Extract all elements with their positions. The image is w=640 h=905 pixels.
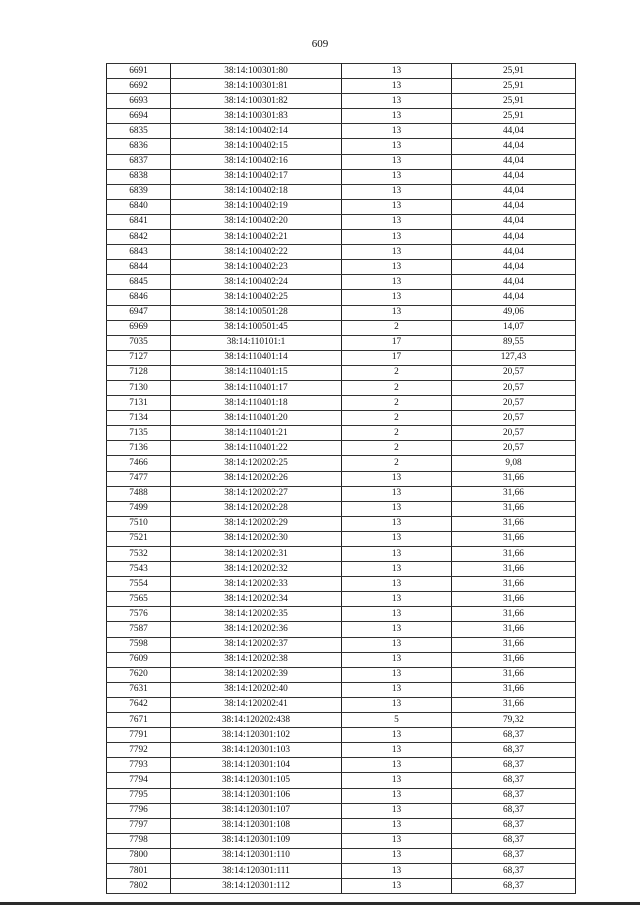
category-cell: 13 <box>342 818 452 833</box>
table-row <box>107 380 576 395</box>
category-cell: 13 <box>342 547 452 562</box>
cadastral-number-cell: 38:14:120202:25 <box>171 456 342 471</box>
cadastral-number-cell: 38:14:110101:1 <box>171 335 342 350</box>
table-row <box>107 592 576 607</box>
value-cell: 44,04 <box>452 290 576 305</box>
table-row <box>107 577 576 592</box>
cadastral-number-cell: 38:14:100402:18 <box>171 184 342 199</box>
category-cell: 13 <box>342 184 452 199</box>
value-cell: 68,37 <box>452 818 576 833</box>
row-id-cell: 7466 <box>107 456 171 471</box>
value-cell: 9,08 <box>452 456 576 471</box>
value-cell: 31,66 <box>452 697 576 712</box>
value-cell: 68,37 <box>452 803 576 818</box>
value-cell: 31,66 <box>452 531 576 546</box>
value-cell: 44,04 <box>452 169 576 184</box>
table-body <box>107 64 576 894</box>
row-id-cell: 7488 <box>107 486 171 501</box>
cadastral-number-cell: 38:14:110401:14 <box>171 350 342 365</box>
value-cell: 44,04 <box>452 139 576 154</box>
row-id-cell: 7792 <box>107 743 171 758</box>
category-cell: 13 <box>342 139 452 154</box>
category-cell: 13 <box>342 531 452 546</box>
row-id-cell: 7127 <box>107 350 171 365</box>
table-row <box>107 818 576 833</box>
table-row <box>107 682 576 697</box>
table-row <box>107 713 576 728</box>
row-id-cell: 7796 <box>107 803 171 818</box>
table-row <box>107 275 576 290</box>
row-id-cell: 7576 <box>107 607 171 622</box>
cadastral-table <box>106 63 576 894</box>
category-cell: 13 <box>342 667 452 682</box>
cadastral-number-cell: 38:14:120202:33 <box>171 577 342 592</box>
value-cell: 49,06 <box>452 305 576 320</box>
table-row <box>107 64 576 79</box>
value-cell: 31,66 <box>452 516 576 531</box>
cadastral-number-cell: 38:14:100402:14 <box>171 124 342 139</box>
cadastral-number-cell: 38:14:120202:28 <box>171 501 342 516</box>
cadastral-number-cell: 38:14:120202:36 <box>171 622 342 637</box>
table-row <box>107 486 576 501</box>
table-row <box>107 260 576 275</box>
table-row <box>107 728 576 743</box>
category-cell: 13 <box>342 592 452 607</box>
row-id-cell: 7136 <box>107 441 171 456</box>
category-cell: 13 <box>342 516 452 531</box>
table-row <box>107 184 576 199</box>
cadastral-number-cell: 38:14:120301:107 <box>171 803 342 818</box>
cadastral-number-cell: 38:14:100402:20 <box>171 214 342 229</box>
table-row <box>107 169 576 184</box>
row-id-cell: 6947 <box>107 305 171 320</box>
row-id-cell: 7791 <box>107 728 171 743</box>
cadastral-number-cell: 38:14:120202:39 <box>171 667 342 682</box>
category-cell: 13 <box>342 833 452 848</box>
category-cell: 13 <box>342 697 452 712</box>
row-id-cell: 7499 <box>107 501 171 516</box>
cadastral-number-cell: 38:14:120301:105 <box>171 773 342 788</box>
category-cell: 2 <box>342 426 452 441</box>
table-row <box>107 531 576 546</box>
row-id-cell: 6840 <box>107 199 171 214</box>
category-cell: 13 <box>342 501 452 516</box>
cadastral-number-cell: 38:14:120301:109 <box>171 833 342 848</box>
row-id-cell: 7802 <box>107 879 171 894</box>
cadastral-number-cell: 38:14:110401:17 <box>171 380 342 395</box>
row-id-cell: 7794 <box>107 773 171 788</box>
row-id-cell: 6969 <box>107 320 171 335</box>
category-cell: 13 <box>342 758 452 773</box>
category-cell: 13 <box>342 199 452 214</box>
row-id-cell: 6846 <box>107 290 171 305</box>
table-row <box>107 124 576 139</box>
row-id-cell: 7128 <box>107 365 171 380</box>
row-id-cell: 6843 <box>107 245 171 260</box>
cadastral-number-cell: 38:14:120301:111 <box>171 863 342 878</box>
table-row <box>107 863 576 878</box>
cadastral-number-cell: 38:14:120202:31 <box>171 547 342 562</box>
table-row <box>107 335 576 350</box>
category-cell: 13 <box>342 682 452 697</box>
cadastral-number-cell: 38:14:100402:16 <box>171 154 342 169</box>
table-row <box>107 516 576 531</box>
cadastral-number-cell: 38:14:110401:15 <box>171 365 342 380</box>
category-cell: 2 <box>342 396 452 411</box>
row-id-cell: 6845 <box>107 275 171 290</box>
value-cell: 31,66 <box>452 547 576 562</box>
value-cell: 44,04 <box>452 154 576 169</box>
table-row <box>107 139 576 154</box>
table-row <box>107 109 576 124</box>
value-cell: 44,04 <box>452 245 576 260</box>
value-cell: 31,66 <box>452 652 576 667</box>
table-row <box>107 667 576 682</box>
row-id-cell: 6837 <box>107 154 171 169</box>
category-cell: 13 <box>342 743 452 758</box>
table-row <box>107 154 576 169</box>
cadastral-number-cell: 38:14:100301:82 <box>171 94 342 109</box>
value-cell: 25,91 <box>452 79 576 94</box>
category-cell: 13 <box>342 305 452 320</box>
value-cell: 31,66 <box>452 682 576 697</box>
category-cell: 13 <box>342 124 452 139</box>
category-cell: 13 <box>342 169 452 184</box>
category-cell: 13 <box>342 109 452 124</box>
cadastral-number-cell: 38:14:100301:83 <box>171 109 342 124</box>
row-id-cell: 7620 <box>107 667 171 682</box>
value-cell: 25,91 <box>452 109 576 124</box>
table-row <box>107 396 576 411</box>
value-cell: 31,66 <box>452 607 576 622</box>
value-cell: 68,37 <box>452 848 576 863</box>
table-row <box>107 350 576 365</box>
value-cell: 44,04 <box>452 214 576 229</box>
table-row <box>107 471 576 486</box>
table-row <box>107 803 576 818</box>
table-row <box>107 501 576 516</box>
row-id-cell: 7795 <box>107 788 171 803</box>
cadastral-number-cell: 38:14:120202:438 <box>171 713 342 728</box>
cadastral-number-cell: 38:14:110401:21 <box>171 426 342 441</box>
value-cell: 89,55 <box>452 335 576 350</box>
table-row <box>107 637 576 652</box>
cadastral-number-cell: 38:14:100402:22 <box>171 245 342 260</box>
cadastral-number-cell: 38:14:120202:26 <box>171 471 342 486</box>
row-id-cell: 7798 <box>107 833 171 848</box>
row-id-cell: 6694 <box>107 109 171 124</box>
page-number: 609 <box>311 38 329 50</box>
category-cell: 13 <box>342 94 452 109</box>
cadastral-number-cell: 38:14:110401:22 <box>171 441 342 456</box>
value-cell: 14,07 <box>452 320 576 335</box>
table-row <box>107 230 576 245</box>
cadastral-number-cell: 38:14:100402:25 <box>171 290 342 305</box>
row-id-cell: 6838 <box>107 169 171 184</box>
category-cell: 13 <box>342 788 452 803</box>
row-id-cell: 7797 <box>107 818 171 833</box>
value-cell: 31,66 <box>452 486 576 501</box>
cadastral-number-cell: 38:14:120202:38 <box>171 652 342 667</box>
value-cell: 20,57 <box>452 380 576 395</box>
row-id-cell: 7631 <box>107 682 171 697</box>
table-row <box>107 365 576 380</box>
value-cell: 68,37 <box>452 743 576 758</box>
table-row <box>107 743 576 758</box>
value-cell: 68,37 <box>452 788 576 803</box>
row-id-cell: 7565 <box>107 592 171 607</box>
value-cell: 20,57 <box>452 396 576 411</box>
row-id-cell: 6693 <box>107 94 171 109</box>
category-cell: 2 <box>342 320 452 335</box>
table-row <box>107 652 576 667</box>
value-cell: 31,66 <box>452 501 576 516</box>
category-cell: 13 <box>342 260 452 275</box>
row-id-cell: 7793 <box>107 758 171 773</box>
row-id-cell: 6692 <box>107 79 171 94</box>
table-row <box>107 697 576 712</box>
category-cell: 13 <box>342 773 452 788</box>
category-cell: 13 <box>342 230 452 245</box>
category-cell: 13 <box>342 562 452 577</box>
category-cell: 2 <box>342 380 452 395</box>
cadastral-number-cell: 38:14:120301:110 <box>171 848 342 863</box>
value-cell: 20,57 <box>452 441 576 456</box>
cadastral-number-cell: 38:14:120202:40 <box>171 682 342 697</box>
category-cell: 5 <box>342 713 452 728</box>
cadastral-number-cell: 38:14:120202:30 <box>171 531 342 546</box>
cadastral-number-cell: 38:14:120202:32 <box>171 562 342 577</box>
value-cell: 68,37 <box>452 879 576 894</box>
cadastral-number-cell: 38:14:100402:17 <box>171 169 342 184</box>
row-id-cell: 7477 <box>107 471 171 486</box>
table-row <box>107 788 576 803</box>
table-row <box>107 79 576 94</box>
cadastral-number-cell: 38:14:120202:41 <box>171 697 342 712</box>
cadastral-number-cell: 38:14:120202:29 <box>171 516 342 531</box>
row-id-cell: 7521 <box>107 531 171 546</box>
cadastral-number-cell: 38:14:100501:45 <box>171 320 342 335</box>
table-row <box>107 879 576 894</box>
cadastral-number-cell: 38:14:100402:24 <box>171 275 342 290</box>
category-cell: 13 <box>342 803 452 818</box>
category-cell: 13 <box>342 245 452 260</box>
cadastral-number-cell: 38:14:100402:21 <box>171 230 342 245</box>
value-cell: 20,57 <box>452 365 576 380</box>
value-cell: 44,04 <box>452 260 576 275</box>
value-cell: 127,43 <box>452 350 576 365</box>
value-cell: 31,66 <box>452 562 576 577</box>
category-cell: 2 <box>342 441 452 456</box>
cadastral-number-cell: 38:14:100301:81 <box>171 79 342 94</box>
row-id-cell: 7587 <box>107 622 171 637</box>
category-cell: 13 <box>342 637 452 652</box>
category-cell: 13 <box>342 290 452 305</box>
category-cell: 13 <box>342 879 452 894</box>
row-id-cell: 7609 <box>107 652 171 667</box>
cadastral-number-cell: 38:14:120301:104 <box>171 758 342 773</box>
row-id-cell: 7134 <box>107 411 171 426</box>
row-id-cell: 7131 <box>107 396 171 411</box>
table-row <box>107 758 576 773</box>
value-cell: 68,37 <box>452 863 576 878</box>
table-row <box>107 547 576 562</box>
category-cell: 13 <box>342 622 452 637</box>
table-row <box>107 320 576 335</box>
cadastral-number-cell: 38:14:120301:106 <box>171 788 342 803</box>
table-row <box>107 305 576 320</box>
value-cell: 31,66 <box>452 592 576 607</box>
value-cell: 44,04 <box>452 230 576 245</box>
row-id-cell: 6835 <box>107 124 171 139</box>
table-row <box>107 214 576 229</box>
table-row <box>107 848 576 863</box>
cadastral-number-cell: 38:14:110401:20 <box>171 411 342 426</box>
value-cell: 31,66 <box>452 471 576 486</box>
table-row <box>107 441 576 456</box>
category-cell: 13 <box>342 607 452 622</box>
table-row <box>107 411 576 426</box>
row-id-cell: 7671 <box>107 713 171 728</box>
table-row <box>107 607 576 622</box>
row-id-cell: 7642 <box>107 697 171 712</box>
cadastral-number-cell: 38:14:120301:103 <box>171 743 342 758</box>
value-cell: 44,04 <box>452 184 576 199</box>
cadastral-number-cell: 38:14:100402:15 <box>171 139 342 154</box>
category-cell: 17 <box>342 335 452 350</box>
category-cell: 13 <box>342 79 452 94</box>
cadastral-number-cell: 38:14:100402:19 <box>171 199 342 214</box>
table-row <box>107 426 576 441</box>
row-id-cell: 6691 <box>107 64 171 79</box>
category-cell: 2 <box>342 365 452 380</box>
category-cell: 13 <box>342 577 452 592</box>
value-cell: 44,04 <box>452 275 576 290</box>
value-cell: 68,37 <box>452 758 576 773</box>
row-id-cell: 7801 <box>107 863 171 878</box>
value-cell: 31,66 <box>452 667 576 682</box>
value-cell: 25,91 <box>452 64 576 79</box>
category-cell: 2 <box>342 411 452 426</box>
category-cell: 13 <box>342 486 452 501</box>
value-cell: 20,57 <box>452 426 576 441</box>
table-row <box>107 94 576 109</box>
row-id-cell: 7510 <box>107 516 171 531</box>
cadastral-number-cell: 38:14:110401:18 <box>171 396 342 411</box>
value-cell: 44,04 <box>452 124 576 139</box>
row-id-cell: 7532 <box>107 547 171 562</box>
value-cell: 31,66 <box>452 577 576 592</box>
category-cell: 13 <box>342 728 452 743</box>
value-cell: 79,32 <box>452 713 576 728</box>
value-cell: 44,04 <box>452 199 576 214</box>
table-row <box>107 290 576 305</box>
cadastral-number-cell: 38:14:120301:102 <box>171 728 342 743</box>
row-id-cell: 7598 <box>107 637 171 652</box>
category-cell: 13 <box>342 848 452 863</box>
row-id-cell: 7554 <box>107 577 171 592</box>
cadastral-number-cell: 38:14:120202:37 <box>171 637 342 652</box>
table-row <box>107 833 576 848</box>
value-cell: 25,91 <box>452 94 576 109</box>
table-row <box>107 773 576 788</box>
cadastral-number-cell: 38:14:100501:28 <box>171 305 342 320</box>
value-cell: 20,57 <box>452 411 576 426</box>
cadastral-number-cell: 38:14:120301:112 <box>171 879 342 894</box>
row-id-cell: 6836 <box>107 139 171 154</box>
table-row <box>107 622 576 637</box>
row-id-cell: 7543 <box>107 562 171 577</box>
cadastral-number-cell: 38:14:120301:108 <box>171 818 342 833</box>
cadastral-number-cell: 38:14:120202:34 <box>171 592 342 607</box>
category-cell: 13 <box>342 154 452 169</box>
value-cell: 68,37 <box>452 728 576 743</box>
table-row <box>107 245 576 260</box>
cadastral-number-cell: 38:14:100402:23 <box>171 260 342 275</box>
category-cell: 13 <box>342 652 452 667</box>
table-row <box>107 456 576 471</box>
row-id-cell: 6842 <box>107 230 171 245</box>
row-id-cell: 7800 <box>107 848 171 863</box>
value-cell: 68,37 <box>452 833 576 848</box>
cadastral-number-cell: 38:14:100301:80 <box>171 64 342 79</box>
cadastral-number-cell: 38:14:120202:27 <box>171 486 342 501</box>
cadastral-number-cell: 38:14:120202:35 <box>171 607 342 622</box>
category-cell: 13 <box>342 471 452 486</box>
value-cell: 31,66 <box>452 637 576 652</box>
row-id-cell: 6844 <box>107 260 171 275</box>
category-cell: 13 <box>342 275 452 290</box>
table-row <box>107 199 576 214</box>
value-cell: 31,66 <box>452 622 576 637</box>
category-cell: 13 <box>342 214 452 229</box>
category-cell: 2 <box>342 456 452 471</box>
row-id-cell: 6839 <box>107 184 171 199</box>
row-id-cell: 7130 <box>107 380 171 395</box>
row-id-cell: 7135 <box>107 426 171 441</box>
value-cell: 68,37 <box>452 773 576 788</box>
row-id-cell: 7035 <box>107 335 171 350</box>
category-cell: 13 <box>342 863 452 878</box>
table-row <box>107 562 576 577</box>
row-id-cell: 6841 <box>107 214 171 229</box>
category-cell: 13 <box>342 64 452 79</box>
category-cell: 17 <box>342 350 452 365</box>
